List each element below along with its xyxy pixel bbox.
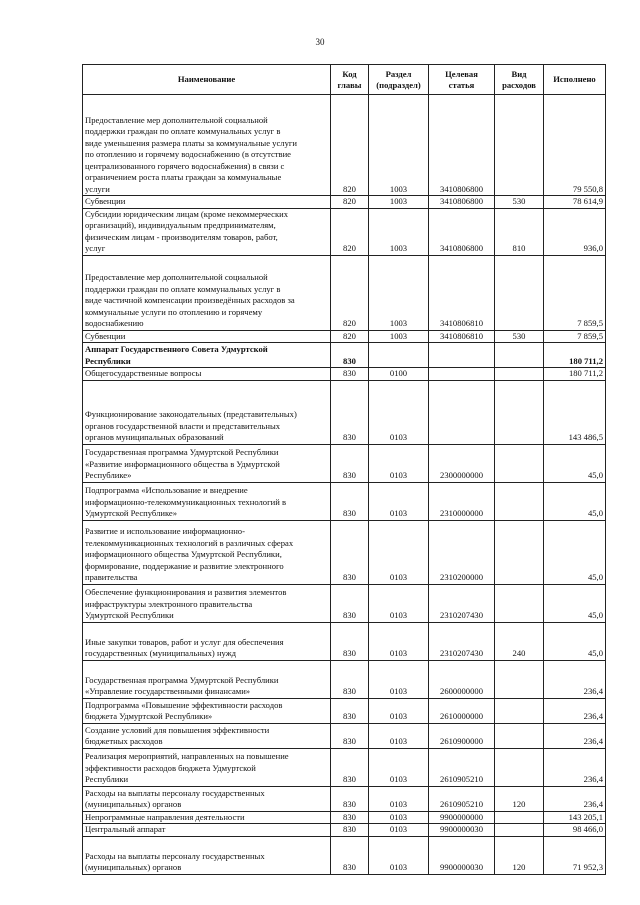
cell-kod: 830	[331, 786, 369, 811]
table-row	[83, 95, 606, 196]
cell-razdel: 0103	[369, 660, 429, 698]
cell-vid	[495, 824, 544, 837]
cell-name: Расходы на выплаты персоналу государственных (муниципальных) органов	[83, 836, 331, 874]
cell-kod: 830	[331, 368, 369, 381]
cell-cel: 3410806800	[429, 95, 495, 196]
cell-isp: 7 859,5	[544, 330, 606, 343]
table-row	[83, 698, 606, 723]
cell-cel: 3410806800	[429, 208, 495, 255]
cell-cel: 3410806810	[429, 330, 495, 343]
cell-vid: 240	[495, 622, 544, 660]
cell-cel: 2600000000	[429, 660, 495, 698]
cell-name: Расходы на выплаты персоналу государственных (муниципальных) органов	[83, 786, 331, 811]
cell-cel	[429, 380, 495, 444]
table-row	[83, 482, 606, 520]
cell-kod: 830	[331, 811, 369, 824]
cell-isp: 78 614,9	[544, 196, 606, 209]
cell-name: Развитие и использование информационно- телекоммуникационных технологий в различных сферах информационного общества Удмуртской Республики, формирование, поддержание и развитие электронного правительства	[83, 520, 331, 584]
cell-vid	[495, 811, 544, 824]
cell-name: Предоставление мер дополнительной социальной поддержки граждан по оплате коммунальных услуг в виде частичной компенсации произведённых расходов за коммунальные услуги по отоплению и горячему водоснабжению	[83, 255, 331, 330]
cell-razdel: 0103	[369, 836, 429, 874]
table-row	[83, 660, 606, 698]
header-kod: Код главы	[331, 65, 369, 95]
header-isp: Исполнено	[544, 65, 606, 95]
cell-kod: 820	[331, 208, 369, 255]
cell-razdel: 0103	[369, 482, 429, 520]
cell-razdel: 1003	[369, 95, 429, 196]
table-row	[83, 824, 606, 837]
cell-razdel: 0103	[369, 520, 429, 584]
cell-isp: 79 550,8	[544, 95, 606, 196]
cell-cel: 2610000000	[429, 698, 495, 723]
cell-razdel: 0103	[369, 444, 429, 482]
cell-vid: 530	[495, 196, 544, 209]
cell-name: Обеспечение функционирования и развития элементов инфраструктуры электронного правительства Удмуртской Республики	[83, 584, 331, 622]
table-row	[83, 255, 606, 330]
cell-razdel: 0103	[369, 622, 429, 660]
cell-isp: 236,4	[544, 748, 606, 786]
cell-isp: 45,0	[544, 622, 606, 660]
cell-kod: 830	[331, 748, 369, 786]
cell-isp: 236,4	[544, 698, 606, 723]
cell-name: Реализация мероприятий, направленных на повышение эффективности расходов бюджета Удмуртской Республики	[83, 748, 331, 786]
cell-name: Субсидии юридическим лицам (кроме некоммерческих организаций), индивидуальным предпринимателям, физическим лицам - производителям товаров, работ, услуг	[83, 208, 331, 255]
cell-cel: 2310207430	[429, 622, 495, 660]
table-row	[83, 748, 606, 786]
cell-razdel: 1003	[369, 330, 429, 343]
cell-razdel: 0103	[369, 723, 429, 748]
cell-name: Субвенции	[83, 330, 331, 343]
cell-kod: 830	[331, 622, 369, 660]
table-row	[83, 520, 606, 584]
cell-name: Непрограммные направления деятельности	[83, 811, 331, 824]
header-vid: Вид расходов	[495, 65, 544, 95]
cell-name: Аппарат Государственного Совета Удмуртской Республики	[83, 343, 331, 368]
header-row	[83, 65, 606, 95]
table-row	[83, 622, 606, 660]
cell-vid	[495, 343, 544, 368]
cell-cel: 2310207430	[429, 584, 495, 622]
cell-vid	[495, 520, 544, 584]
cell-vid: 810	[495, 208, 544, 255]
cell-isp: 71 952,3	[544, 836, 606, 874]
cell-isp: 236,4	[544, 723, 606, 748]
table-row	[83, 208, 606, 255]
cell-cel: 9900000000	[429, 811, 495, 824]
cell-isp: 236,4	[544, 660, 606, 698]
cell-name: Подпрограмма «Повышение эффективности расходов бюджета Удмуртской Республики»	[83, 698, 331, 723]
cell-name: Общегосударственные вопросы	[83, 368, 331, 381]
cell-cel: 2610905210	[429, 748, 495, 786]
cell-cel: 3410806810	[429, 255, 495, 330]
cell-kod: 830	[331, 482, 369, 520]
cell-isp: 143 486,5	[544, 380, 606, 444]
table-row	[83, 444, 606, 482]
header-razdel: Раздел (подраздел)	[369, 65, 429, 95]
table-row	[83, 723, 606, 748]
cell-vid	[495, 482, 544, 520]
cell-kod: 830	[331, 824, 369, 837]
cell-cel: 2310000000	[429, 482, 495, 520]
cell-isp: 45,0	[544, 444, 606, 482]
cell-cel: 2310200000	[429, 520, 495, 584]
cell-razdel: 0103	[369, 786, 429, 811]
cell-vid: 120	[495, 786, 544, 811]
cell-kod: 830	[331, 584, 369, 622]
cell-kod: 830	[331, 698, 369, 723]
cell-kod: 820	[331, 330, 369, 343]
cell-cel: 9900000030	[429, 836, 495, 874]
cell-vid	[495, 95, 544, 196]
cell-razdel: 1003	[369, 196, 429, 209]
cell-isp: 180 711,2	[544, 368, 606, 381]
cell-kod: 820	[331, 196, 369, 209]
table-row	[83, 380, 606, 444]
cell-vid	[495, 584, 544, 622]
cell-vid: 530	[495, 330, 544, 343]
cell-isp: 236,4	[544, 786, 606, 811]
table-row	[83, 836, 606, 874]
cell-razdel: 0103	[369, 698, 429, 723]
cell-razdel: 0103	[369, 748, 429, 786]
cell-isp: 45,0	[544, 482, 606, 520]
table-row	[83, 368, 606, 381]
cell-isp: 180 711,2	[544, 343, 606, 368]
cell-name: Государственная программа Удмуртской Республики «Управление государственными финансами»	[83, 660, 331, 698]
header-name: Наименование	[83, 65, 331, 95]
cell-kod: 830	[331, 660, 369, 698]
cell-kod: 830	[331, 836, 369, 874]
cell-cel: 9900000030	[429, 824, 495, 837]
cell-cel: 3410806800	[429, 196, 495, 209]
cell-cel: 2300000000	[429, 444, 495, 482]
cell-razdel: 1003	[369, 208, 429, 255]
cell-razdel: 0103	[369, 380, 429, 444]
cell-vid	[495, 368, 544, 381]
page-number: 30	[315, 37, 325, 47]
cell-name: Создание условий для повышения эффективности бюджетных расходов	[83, 723, 331, 748]
cell-razdel: 0103	[369, 824, 429, 837]
cell-vid	[495, 444, 544, 482]
cell-name: Предоставление мер дополнительной социальной поддержки граждан по оплате коммунальных услуг в виде уменьшения размера платы за коммунальные услуги по отоплению и горячему водоснабжению (в отсутствие централизованного горячего водоснабжения) в связи с ограничением роста платы граждан за коммунальные услуги	[83, 95, 331, 196]
cell-isp: 45,0	[544, 520, 606, 584]
cell-razdel: 1003	[369, 255, 429, 330]
header-cel: Целевая статья	[429, 65, 495, 95]
table-row	[83, 584, 606, 622]
cell-kod: 830	[331, 444, 369, 482]
cell-isp: 936,0	[544, 208, 606, 255]
cell-kod: 830	[331, 343, 369, 368]
cell-razdel: 0103	[369, 584, 429, 622]
cell-vid	[495, 698, 544, 723]
cell-kod: 830	[331, 723, 369, 748]
cell-name: Государственная программа Удмуртской Республики «Развитие информационного общества в Удмуртской Республике»	[83, 444, 331, 482]
cell-cel	[429, 368, 495, 381]
cell-vid	[495, 255, 544, 330]
cell-razdel: 0103	[369, 811, 429, 824]
cell-vid	[495, 723, 544, 748]
table-row	[83, 786, 606, 811]
cell-isp: 98 466,0	[544, 824, 606, 837]
table-row	[83, 330, 606, 343]
cell-name: Функционирование законодательных (представительных) органов государственной власти и представительных органов муниципальных образований	[83, 380, 331, 444]
cell-cel	[429, 343, 495, 368]
budget-table	[82, 64, 606, 875]
cell-vid	[495, 660, 544, 698]
cell-razdel: 0100	[369, 368, 429, 381]
cell-name: Иные закупки товаров, работ и услуг для обеспечения государственных (муниципальных) нужд	[83, 622, 331, 660]
cell-name: Подпрограмма «Использование и внедрение информационно-телекоммуникационных технологий в Удмуртской Республике»	[83, 482, 331, 520]
table-row	[83, 343, 606, 368]
cell-isp: 45,0	[544, 584, 606, 622]
cell-kod: 830	[331, 520, 369, 584]
cell-name: Субвенции	[83, 196, 331, 209]
cell-vid: 120	[495, 836, 544, 874]
cell-cel: 2610900000	[429, 723, 495, 748]
cell-kod: 820	[331, 95, 369, 196]
cell-razdel	[369, 343, 429, 368]
cell-kod: 830	[331, 380, 369, 444]
cell-kod: 820	[331, 255, 369, 330]
cell-isp: 143 205,1	[544, 811, 606, 824]
cell-isp: 7 859,5	[544, 255, 606, 330]
cell-vid	[495, 380, 544, 444]
table-row	[83, 811, 606, 824]
table-row	[83, 196, 606, 209]
cell-name: Центральный аппарат	[83, 824, 331, 837]
cell-vid	[495, 748, 544, 786]
cell-cel: 2610905210	[429, 786, 495, 811]
